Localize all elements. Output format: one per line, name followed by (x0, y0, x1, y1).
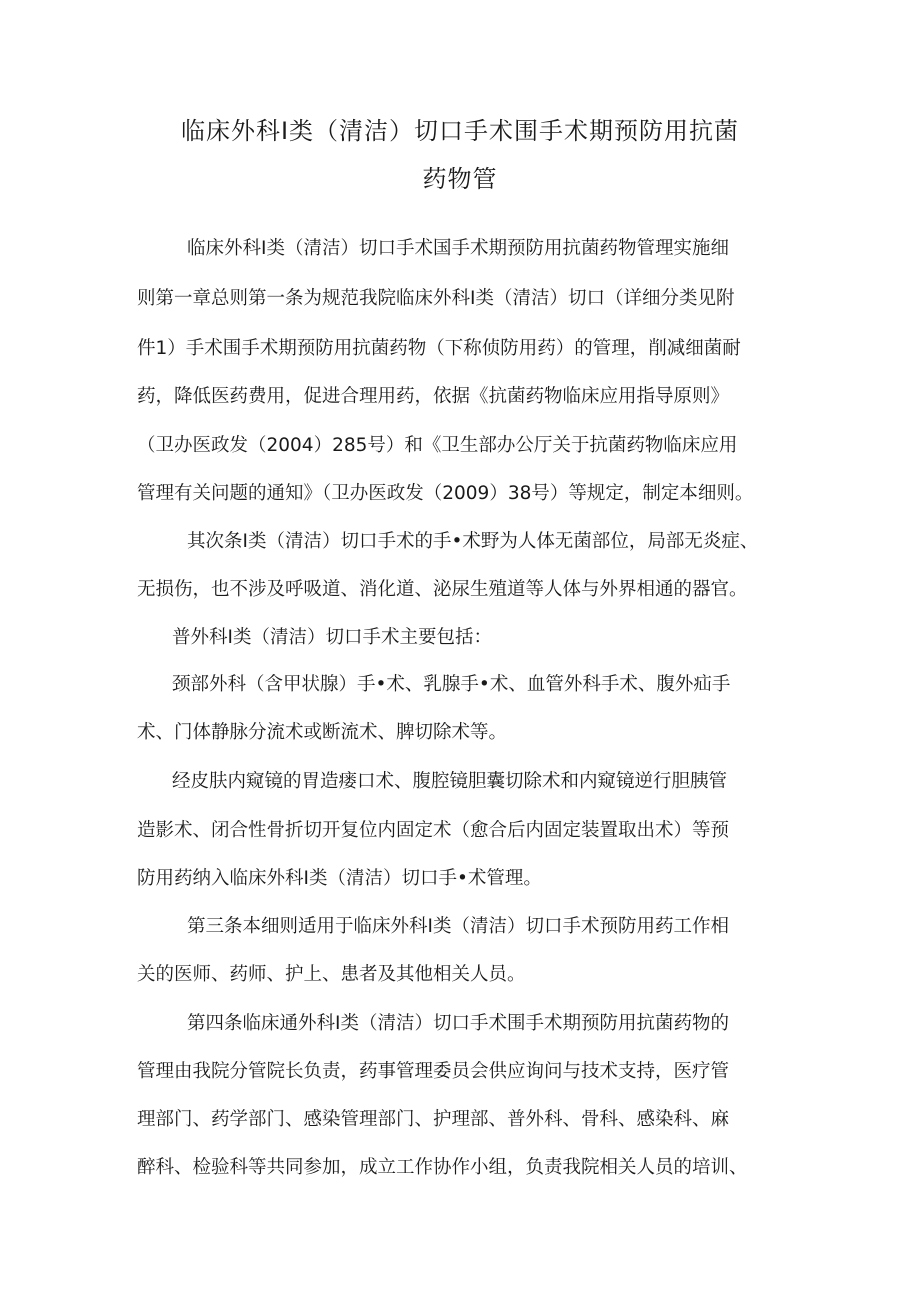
document-title-line-2: 药物管 (422, 165, 498, 193)
body-line: 管理有关问题的通知》（卫办医政发（2009）38号）等规定，制定本细则。 (137, 483, 754, 504)
body-line: 术、门体静脉分流术或断流术、脾切除术等。 (137, 722, 508, 743)
body-line: 则第一章总则第一条为规范我院临床外科I类（清洁）切口（详细分类见附 (137, 288, 735, 309)
body-line: 颈部外科（含甲状腺）手•术、乳腺手•术、血管外科手术、腹外疝手 (172, 674, 731, 695)
body-line: 第四条临床通外科I类（清洁）切口手术围手术期预防用抗菌药物的 (187, 1013, 729, 1034)
body-line: 药，降低医药费用，促进合理用药，依据《抗菌药物临床应用指导原则》 (137, 386, 730, 407)
body-line: 醉科、检验科等共同参加，成立工作协作小组，负责我院相关人员的培训、 (137, 1157, 748, 1178)
body-line: 件1）手术围手术期预防用抗菌药物（下称侦防用药）的管理，削减细菌耐 (137, 338, 741, 359)
body-line: 造影术、闭合性骨折切开复位内固定术（愈合后内固定装置取出术）等预 (137, 820, 730, 841)
body-line: 第三条本细则适用于临床外科I类（清洁）切口手术预防用药工作相 (187, 916, 729, 937)
body-line: 关的医师、药师、护上、患者及其他相关人员。 (137, 964, 526, 985)
document-title-line-1: 临床外科I类（清洁）切口手术围手术期预防用抗菌 (180, 117, 740, 145)
body-line: （卫办医政发（2004）285号）和《卫生部办公厅关于抗菌药物临床应用 (137, 435, 738, 456)
body-line: 理部门、药学部门、感染管理部门、护理部、普外科、骨科、感染科、麻 (137, 1109, 730, 1130)
body-line: 普外科I类（清洁）切口手术主要包括： (172, 627, 492, 648)
body-line: 其次条I类（清洁）切口手术的手•术野为人体无菌部位，局部无炎症、 (187, 531, 759, 552)
body-line: 无损伤，也不涉及呼吸道、消化道、泌尿生殖道等人体与外界相通的器官。 (137, 579, 748, 600)
body-line: 防用药纳入临床外科I类（清洁）切口手•术管理。 (137, 868, 542, 889)
body-line: 临床外科I类（清洁）切口手术国手术期预防用抗菌药物管理实施细 (187, 238, 729, 259)
body-line: 管理由我院分管院长负责，药事管理委员会供应询问与技术支持，医疗管 (137, 1061, 730, 1082)
body-line: 经皮肤内窥镜的胃造瘘口术、腹腔镜胆囊切除术和内窥镜逆行胆胰管 (172, 771, 728, 792)
